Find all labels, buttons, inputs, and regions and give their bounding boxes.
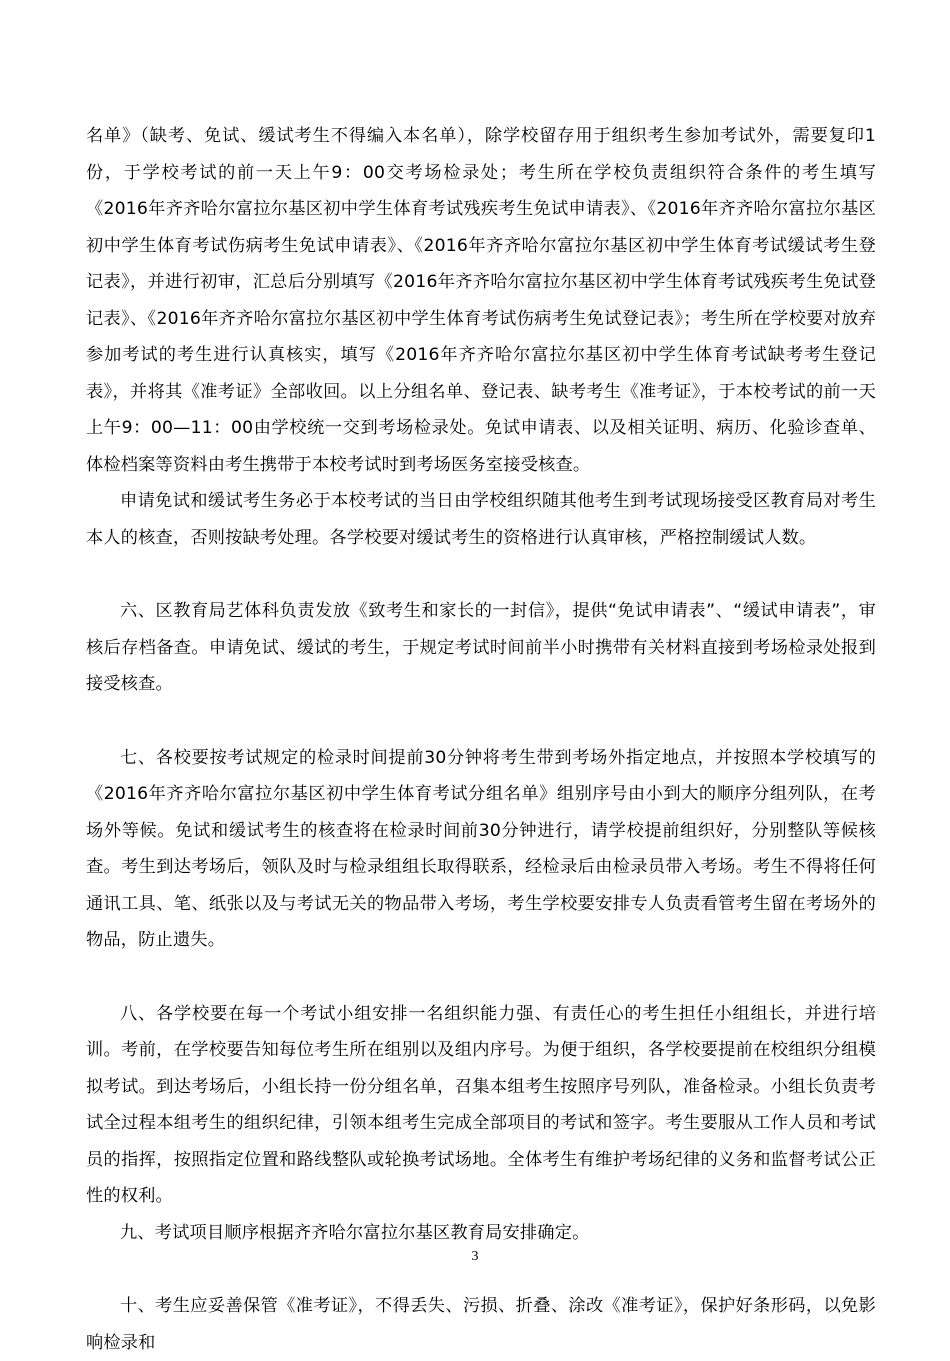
document-body xyxy=(86,118,876,1361)
paragraph-spacer xyxy=(86,959,876,996)
paragraph-section-7: 七、各校要按考试规定的检录时间提前30分钟将考生带到考场外指定地点，并按照本学校填写的《2016年齐齐哈尔富拉尔基区初中学生体育考试分组名单》组别序号由小到大的顺序分组列队，在考场外等候。免试和缓试考生的核查将在检录时间前30分钟进行，请学校提前组织好，分别整队等候核查。考生到达考场后，领队及时与检录组组长取得联系，经检录后由检录员带入考场。考生不得将任何通讯工具、笔、纸张以及与考试无关的物品带入考场，考生学校要安排专人负责看管考生留在考场外的物品，防止遗失。 xyxy=(86,747,876,950)
paragraph-spacer xyxy=(86,556,876,593)
paragraph-section-9: 九、考试项目顺序根据齐齐哈尔富拉尔基区教育局安排确定。 xyxy=(120,1222,590,1243)
paragraph-exemption-verification: 申请免试和缓试考生务必于本校考试的当日由学校组织随其他考生到考试现场接受区教育局对考生本人的核查，否则按缺考处理。各学校要对缓试考生的资格进行认真审核，严格控制缓试人数。 xyxy=(86,491,876,548)
paragraph-section-6: 六、区教育局艺体科负责发放《致考生和家长的一封信》，提供“免试申请表”、“缓试申请表”，审核后存档备查。申请免试、缓试的考生，于规定考试时间前半小时携带有关材料直接到考场检录处报到接受核查。 xyxy=(86,601,876,694)
paragraph-spacer xyxy=(86,703,876,740)
paragraph-section-10: 十、考生应妥善保管《准考证》，不得丢失、污损、折叠、涂改《准考证》，保护好条形码，以免影响检录和 xyxy=(86,1296,876,1353)
page-number: 3 xyxy=(471,1249,479,1264)
paragraph-continued-exam-list: 名单》（缺考、免试、缓试考生不得编入本名单），除学校留存用于组织考生参加考试外，需要复印1份，于学校考试的前一天上午9：00交考场检录处；考生所在学校负责组织符合条件的考生填写《2016年齐齐哈尔富拉尔基区初中学生体育考试残疾考生免试申请表》、《2016年齐齐哈尔富拉尔基区初中学生体育考试伤病考生免试申请表》、《2016年齐齐哈尔富拉尔基区初中学生体育考试缓试考生登记表》，并进行初审，汇总后分别填写《2016年齐齐哈尔富拉尔基区初中学生体育考试残疾考生免试登记表》、《2016年齐齐哈尔富拉尔基区初中学生体育考试伤病考生免试登记表》；考生所在学校要对放弃参加考试的考生进行认真核实，填写《2016年齐齐哈尔富拉尔基区初中学生体育考试缺考考生登记表》，并将其《准考证》全部收回。以上分组名单、登记表、缺考考生《准考证》，于本校考试的前一天上午9：00—11：00由学校统一交到考场检录处。免试申请表、以及相关证明、病历、化验诊查单、体检档案等资料由考生携带于本校考试时到考场医务室接受核查。 xyxy=(86,126,876,475)
paragraph-section-8: 八、各学校要在每一个考试小组安排一名组织能力强、有责任心的考生担任小组组长，并进行培训。考前，在学校要告知每位考生所在组别以及组内序号。为便于组织，各学校要提前在校组织分组模拟考试。到达考场后，小组长持一份分组名单，召集本组考生按照序号列队，准备检录。小组长负责考试全过程本组考生的组织纪律，引领本组考生完成全部项目的考试和签字。考生要服从工作人员和考试员的指挥，按照指定位置和路线整队或轮换考试场地。全体考生有维护考场纪律的义务和监督考试公正性的权利。 xyxy=(86,1003,876,1206)
